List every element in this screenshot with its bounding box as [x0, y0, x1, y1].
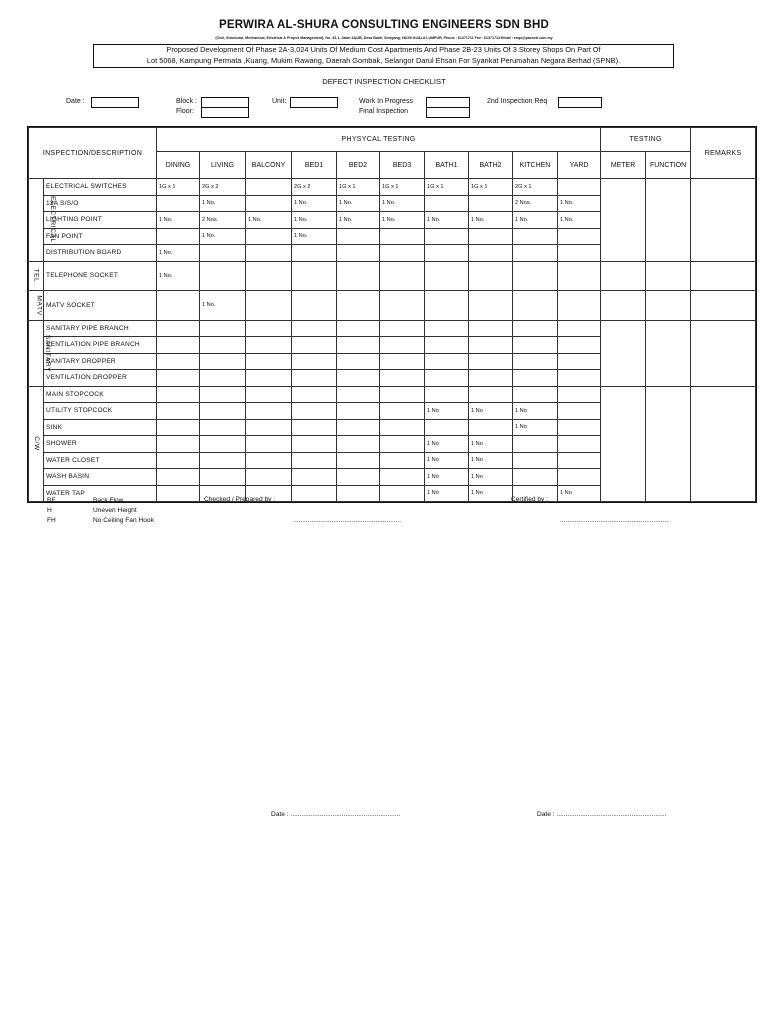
cell-bath1[interactable]	[425, 261, 469, 290]
cell-bed3[interactable]: 1 No.	[380, 212, 425, 229]
inspection-description-header: INSPECTION/DESCRIPTION	[29, 128, 157, 179]
inspection-item: SANITARY PIPE BRANCH	[44, 320, 157, 337]
inspection-item: ELECTRICAL SWITCHES	[44, 179, 157, 196]
cell-bed1[interactable]: 1 No.	[292, 212, 337, 229]
cell-bed3[interactable]	[380, 245, 425, 262]
cell-bed3[interactable]	[380, 452, 425, 469]
cell-balcony[interactable]: 1 No.	[246, 212, 292, 229]
cell-bath2[interactable]: 1 No	[469, 452, 513, 469]
group-label-text: ELECTRICAL	[48, 196, 56, 244]
cell-living[interactable]	[200, 337, 246, 354]
cell-balcony[interactable]	[246, 436, 292, 453]
cell-yard[interactable]: 1 No	[558, 485, 601, 502]
cell-bed1[interactable]	[292, 452, 337, 469]
column-header-bed1: BED1	[292, 152, 337, 179]
cell-bed2[interactable]	[337, 320, 380, 337]
unit-field[interactable]	[290, 97, 338, 108]
cell-bath2[interactable]	[469, 386, 513, 403]
date-label: Date :	[66, 98, 85, 105]
cell-bath1[interactable]	[425, 320, 469, 337]
cell-bed3[interactable]	[380, 485, 425, 502]
inspection-item: TELEPHONE SOCKET	[44, 261, 157, 290]
cell-bed3[interactable]	[380, 403, 425, 420]
column-header-living: LIVING	[200, 152, 246, 179]
cell-function[interactable]	[646, 261, 691, 290]
cell-dining[interactable]	[157, 485, 200, 502]
inspection-item: LIGHTING POINT	[44, 212, 157, 229]
cell-bed1[interactable]	[292, 485, 337, 502]
floor-field[interactable]	[201, 107, 249, 118]
cell-kitchen[interactable]: 1 No	[513, 419, 558, 436]
cell-bath1[interactable]: 1G x 1	[425, 179, 469, 196]
group-label-tel	[29, 261, 44, 290]
legend-meaning: No Ceiling Fan Hook	[93, 517, 154, 524]
certified-date-line: Date : ............................................................	[537, 811, 667, 818]
cell-bed3[interactable]	[380, 320, 425, 337]
cell-bath1[interactable]	[425, 386, 469, 403]
cell-bath2[interactable]	[469, 353, 513, 370]
column-header-kitchen: KITCHEN	[513, 152, 558, 179]
company-name: PERWIRA AL-SHURA CONSULTING ENGINEERS SDN BHD	[219, 19, 549, 31]
legend-item	[47, 516, 154, 526]
cell-bath2[interactable]: 1G x 1	[469, 179, 513, 196]
cell-kitchen[interactable]	[513, 370, 558, 387]
document-title: DEFECT INSPECTION CHECKLIST	[322, 77, 446, 86]
cell-balcony[interactable]	[246, 469, 292, 486]
column-header-meter: METER	[601, 152, 646, 179]
cell-yard[interactable]: 1 No.	[558, 212, 601, 229]
cell-bath2[interactable]: 1 No	[469, 436, 513, 453]
cell-bed2[interactable]	[337, 245, 380, 262]
cell-bed2[interactable]	[337, 353, 380, 370]
cell-bath2[interactable]	[469, 195, 513, 212]
cell-bed2[interactable]	[337, 261, 380, 290]
cell-bath2[interactable]	[469, 261, 513, 290]
checked-date-line: Date : ............................................................	[271, 811, 401, 818]
cell-function[interactable]	[646, 179, 691, 262]
legend-code: BF	[47, 497, 56, 504]
cell-bed2[interactable]	[337, 386, 380, 403]
cell-bed1[interactable]	[292, 419, 337, 436]
floor-label: Floor:	[176, 108, 194, 115]
inspection-item: MAIN STOPCOCK	[44, 386, 157, 403]
cell-bath2[interactable]	[469, 337, 513, 354]
cell-kitchen[interactable]	[513, 452, 558, 469]
testing-header: TESTING	[601, 128, 691, 152]
cell-yard[interactable]	[558, 452, 601, 469]
cell-bed1[interactable]	[292, 469, 337, 486]
cell-bed2[interactable]	[337, 436, 380, 453]
cell-function[interactable]	[646, 386, 691, 502]
block-label: Block :	[176, 98, 198, 105]
cell-bed1[interactable]	[292, 337, 337, 354]
cell-living[interactable]	[200, 320, 246, 337]
cell-balcony[interactable]	[246, 370, 292, 387]
cell-bed2[interactable]	[337, 403, 380, 420]
group-label-sanitary	[29, 320, 52, 386]
cell-balcony[interactable]	[246, 195, 292, 212]
cell-function[interactable]	[646, 320, 691, 386]
cell-living[interactable]	[200, 469, 246, 486]
cell-bath2[interactable]	[469, 320, 513, 337]
inspection-item: VENTILATION DROPPER	[44, 370, 157, 387]
cell-living[interactable]: 2G x 2	[200, 179, 246, 196]
cell-kitchen[interactable]: 1 No.	[513, 212, 558, 229]
inspection-item: UTILITY STOPCOCK	[44, 403, 157, 420]
final-inspection-label: Final Inspection	[359, 108, 409, 115]
cell-balcony[interactable]	[246, 245, 292, 262]
cell-meter[interactable]	[601, 386, 646, 502]
cell-bed2[interactable]	[337, 370, 380, 387]
cell-yard[interactable]	[558, 320, 601, 337]
cell-bed1[interactable]	[292, 245, 337, 262]
cell-dining[interactable]	[157, 403, 200, 420]
cell-bath1[interactable]: 1 No	[425, 436, 469, 453]
cell-bath1[interactable]	[425, 353, 469, 370]
cell-bath1[interactable]: 1 No.	[425, 212, 469, 229]
cell-bed1[interactable]	[292, 290, 337, 320]
cell-function[interactable]	[646, 290, 691, 320]
cell-kitchen[interactable]	[513, 261, 558, 290]
cell-yard[interactable]	[558, 436, 601, 453]
cell-bath1[interactable]	[425, 337, 469, 354]
cell-yard[interactable]: 1 No.	[558, 195, 601, 212]
inspection-item: 13A S/S/O	[44, 195, 157, 212]
cell-bed1[interactable]	[292, 386, 337, 403]
cell-living[interactable]	[200, 370, 246, 387]
legend	[47, 496, 154, 526]
legend-item	[47, 506, 154, 516]
table-row	[29, 179, 756, 196]
cell-bed2[interactable]	[337, 228, 380, 245]
cell-kitchen[interactable]	[513, 337, 558, 354]
cell-bed2[interactable]: 1 No.	[337, 212, 380, 229]
cell-bed1[interactable]	[292, 261, 337, 290]
cell-dining[interactable]: 1 No.	[157, 245, 200, 262]
column-header-yard: YARD	[558, 152, 601, 179]
cell-bed1[interactable]	[292, 320, 337, 337]
cell-bath1[interactable]	[425, 419, 469, 436]
cell-balcony[interactable]	[246, 386, 292, 403]
cell-bath1[interactable]	[425, 228, 469, 245]
cell-bed2[interactable]	[337, 469, 380, 486]
cell-bed2[interactable]: 1 No.	[337, 195, 380, 212]
group-label-text: TEL	[32, 268, 40, 283]
cell-bath2[interactable]	[469, 370, 513, 387]
date-field[interactable]	[91, 97, 139, 108]
cell-yard[interactable]	[558, 403, 601, 420]
cell-living[interactable]	[200, 452, 246, 469]
cell-bed3[interactable]: 1G x 1	[380, 179, 425, 196]
cell-bed3[interactable]	[380, 469, 425, 486]
cell-bath2[interactable]: 1 No.	[469, 212, 513, 229]
certified-label: Certified by :	[511, 496, 549, 503]
cell-dining[interactable]: 1 No.	[157, 212, 200, 229]
cell-kitchen[interactable]	[513, 245, 558, 262]
cell-kitchen[interactable]: 1 No	[513, 403, 558, 420]
cell-bed2[interactable]	[337, 290, 380, 320]
wip-label: Work In Progress	[359, 98, 413, 105]
cell-meter[interactable]	[601, 290, 646, 320]
cell-yard[interactable]	[558, 228, 601, 245]
cell-bed3[interactable]	[380, 337, 425, 354]
legend-meaning: Uneven Height	[93, 507, 137, 514]
inspection-item: VENTILATION PIPE BRANCH	[44, 337, 157, 354]
cell-yard[interactable]	[558, 261, 601, 290]
column-header-bed3: BED3	[380, 152, 425, 179]
cell-yard[interactable]	[558, 179, 601, 196]
cell-bath2[interactable]	[469, 419, 513, 436]
cell-dining[interactable]	[157, 195, 200, 212]
cell-meter[interactable]	[601, 261, 646, 290]
second-inspection-field[interactable]	[558, 97, 602, 108]
legend-item	[47, 496, 154, 506]
cell-dining[interactable]	[157, 436, 200, 453]
cell-yard[interactable]	[558, 370, 601, 387]
legend-code: H	[47, 507, 52, 514]
project-line-1: Proposed Development Of Phase 2A-3,024 Units Of Medium Cost Apartments And Phase 2B-23 Units Of 3 Storey Shops On Part Of	[166, 45, 601, 54]
cell-bed3[interactable]	[380, 228, 425, 245]
remarks-header: REMARKS	[691, 128, 756, 179]
cell-bed1[interactable]	[292, 436, 337, 453]
cell-bath1[interactable]: 1 No	[425, 469, 469, 486]
cell-remarks[interactable]	[691, 386, 756, 502]
final-inspection-field[interactable]	[426, 107, 470, 118]
cell-yard[interactable]	[558, 386, 601, 403]
cell-bath1[interactable]	[425, 290, 469, 320]
group-label-electrical	[29, 179, 56, 262]
inspection-item: DISTRIBUTION BOARD	[44, 245, 157, 262]
cell-bath1[interactable]: 1 No	[425, 452, 469, 469]
table-row	[29, 290, 756, 320]
cell-living[interactable]	[200, 403, 246, 420]
cell-kitchen[interactable]: 2 Nos.	[513, 195, 558, 212]
project-line-2: Lot 5068, Kampung Permata ,Kuang, Mukim Rawang, Daerah Gombak, Selangor Darul Ehsan For Syarikat Perumahan Negara Berhad (SPNB).	[146, 55, 621, 65]
inspection-item: SANITARY DROPPER	[44, 353, 157, 370]
second-inspection-label: 2nd Inspection Req	[487, 98, 548, 105]
group-label-cw	[29, 386, 44, 502]
checked-prepared-label: Checked / Prepared by :	[204, 496, 276, 503]
inspection-checklist-table	[28, 127, 756, 502]
cell-remarks[interactable]	[691, 320, 756, 386]
cell-balcony[interactable]	[246, 179, 292, 196]
cell-living[interactable]	[200, 436, 246, 453]
legend-code: FH	[47, 517, 56, 524]
table-row	[29, 320, 756, 337]
column-header-bath1: BATH1	[425, 152, 469, 179]
cell-balcony[interactable]	[246, 337, 292, 354]
cell-balcony[interactable]	[246, 419, 292, 436]
cell-living[interactable]	[200, 386, 246, 403]
cell-living[interactable]	[200, 245, 246, 262]
cell-meter[interactable]	[601, 320, 646, 386]
cell-bath1[interactable]: 1 No	[425, 403, 469, 420]
unit-label: Unit:	[272, 98, 287, 105]
cell-dining[interactable]	[157, 290, 200, 320]
inspection-item: WATER TAP	[44, 485, 157, 502]
group-label-matv	[29, 290, 44, 320]
column-header-dining: DINING	[157, 152, 200, 179]
cell-living[interactable]: 1 No.	[200, 228, 246, 245]
cell-remarks[interactable]	[691, 290, 756, 320]
cell-living[interactable]	[200, 353, 246, 370]
cell-bed3[interactable]	[380, 290, 425, 320]
cell-balcony[interactable]	[246, 403, 292, 420]
legend-meaning: Back Flow	[93, 497, 124, 504]
cell-kitchen[interactable]	[513, 320, 558, 337]
cell-kitchen[interactable]	[513, 353, 558, 370]
cell-balcony[interactable]	[246, 261, 292, 290]
cell-bed3[interactable]: 1 No.	[380, 195, 425, 212]
cell-balcony[interactable]	[246, 320, 292, 337]
cell-yard[interactable]	[558, 469, 601, 486]
cell-bed2[interactable]	[337, 452, 380, 469]
cell-yard[interactable]	[558, 337, 601, 354]
cell-bed2[interactable]	[337, 337, 380, 354]
table-row	[29, 386, 756, 403]
cell-bath2[interactable]: 1 No	[469, 403, 513, 420]
cell-bed2[interactable]	[337, 485, 380, 502]
cell-yard[interactable]	[558, 290, 601, 320]
cell-bed1[interactable]: 1 No.	[292, 228, 337, 245]
cell-bath1[interactable]	[425, 245, 469, 262]
column-header-bath2: BATH2	[469, 152, 513, 179]
cell-bed1[interactable]: 2G x 2	[292, 179, 337, 196]
cell-bath2[interactable]: 1 No	[469, 485, 513, 502]
cell-dining[interactable]	[157, 337, 200, 354]
cell-bath2[interactable]	[469, 245, 513, 262]
column-header-balcony: BALCONY	[246, 152, 292, 179]
cell-bed1[interactable]	[292, 353, 337, 370]
cell-balcony[interactable]	[246, 228, 292, 245]
inspection-item: SHOWER	[44, 436, 157, 453]
cell-bath1[interactable]	[425, 370, 469, 387]
cell-balcony[interactable]	[246, 452, 292, 469]
column-header-bed2: BED2	[337, 152, 380, 179]
cell-bed2[interactable]: 1G x 1	[337, 179, 380, 196]
cell-dining[interactable]: 1 No.	[157, 261, 200, 290]
cell-kitchen[interactable]	[513, 469, 558, 486]
cell-bath1[interactable]: 1 No	[425, 485, 469, 502]
company-address: (Civil, Structural, Mechanical, Electrical & Project Management), No. 33-1, Jalan 3A/2B, Desa Bakti, Selayang, 68100 KUALA LUMPUR, Phone : 61371711 Fax : 61371713 Email : enqs@pacseb.com.my	[215, 36, 553, 40]
cell-dining[interactable]	[157, 320, 200, 337]
cell-dining[interactable]	[157, 452, 200, 469]
cell-yard[interactable]	[558, 419, 601, 436]
cell-remarks[interactable]	[691, 261, 756, 290]
cell-bath2[interactable]: 1 No	[469, 469, 513, 486]
group-label-text: C/W	[32, 436, 40, 452]
cell-living[interactable]: 1 No.	[200, 290, 246, 320]
cell-dining[interactable]: 1G x 1	[157, 179, 200, 196]
table-row	[29, 261, 756, 290]
cell-living[interactable]: 1 No.	[200, 195, 246, 212]
cell-bed3[interactable]	[380, 419, 425, 436]
cell-dining[interactable]	[157, 353, 200, 370]
project-description-box	[93, 44, 674, 68]
cell-bath2[interactable]	[469, 290, 513, 320]
cell-living[interactable]	[200, 261, 246, 290]
cell-bed2[interactable]	[337, 419, 380, 436]
cell-dining[interactable]	[157, 469, 200, 486]
column-header-function: FUNCTION	[646, 152, 691, 179]
inspection-item: SINK	[44, 419, 157, 436]
cell-bed3[interactable]	[380, 261, 425, 290]
cell-yard[interactable]	[558, 245, 601, 262]
cell-bed3[interactable]	[380, 353, 425, 370]
cell-balcony[interactable]	[246, 353, 292, 370]
cell-dining[interactable]	[157, 419, 200, 436]
cell-kitchen[interactable]	[513, 386, 558, 403]
cell-dining[interactable]	[157, 386, 200, 403]
cell-living[interactable]	[200, 419, 246, 436]
group-label-text: MATV	[35, 294, 43, 316]
inspection-item: FAN POINT	[44, 228, 157, 245]
cell-meter[interactable]	[601, 179, 646, 262]
physical-testing-header: PHYSYCAL TESTING	[157, 128, 601, 152]
inspection-item: WASH BASIN	[44, 469, 157, 486]
cell-bath2[interactable]	[469, 228, 513, 245]
inspection-item: MATV SOCKET	[44, 290, 157, 320]
cell-bed3[interactable]	[380, 436, 425, 453]
cell-kitchen[interactable]	[513, 436, 558, 453]
inspection-item: WATER CLOSET	[44, 452, 157, 469]
cell-remarks[interactable]	[691, 179, 756, 262]
cell-kitchen[interactable]: 2G x 1	[513, 179, 558, 196]
cell-living[interactable]: 2 Nos.	[200, 212, 246, 229]
cell-bed3[interactable]	[380, 370, 425, 387]
cell-bed1[interactable]	[292, 403, 337, 420]
cell-bed1[interactable]: 1 No.	[292, 195, 337, 212]
cell-bed1[interactable]	[292, 370, 337, 387]
cell-kitchen[interactable]	[513, 290, 558, 320]
cell-dining[interactable]	[157, 370, 200, 387]
cell-balcony[interactable]	[246, 290, 292, 320]
certified-signature-line: ...........................................................	[560, 517, 669, 524]
cell-dining[interactable]	[157, 228, 200, 245]
cell-yard[interactable]	[558, 353, 601, 370]
cell-kitchen[interactable]	[513, 228, 558, 245]
cell-bath1[interactable]	[425, 195, 469, 212]
cell-bed3[interactable]	[380, 386, 425, 403]
group-label-text: SANITARY	[44, 334, 52, 372]
checked-signature-line: ...........................................................	[293, 517, 402, 524]
